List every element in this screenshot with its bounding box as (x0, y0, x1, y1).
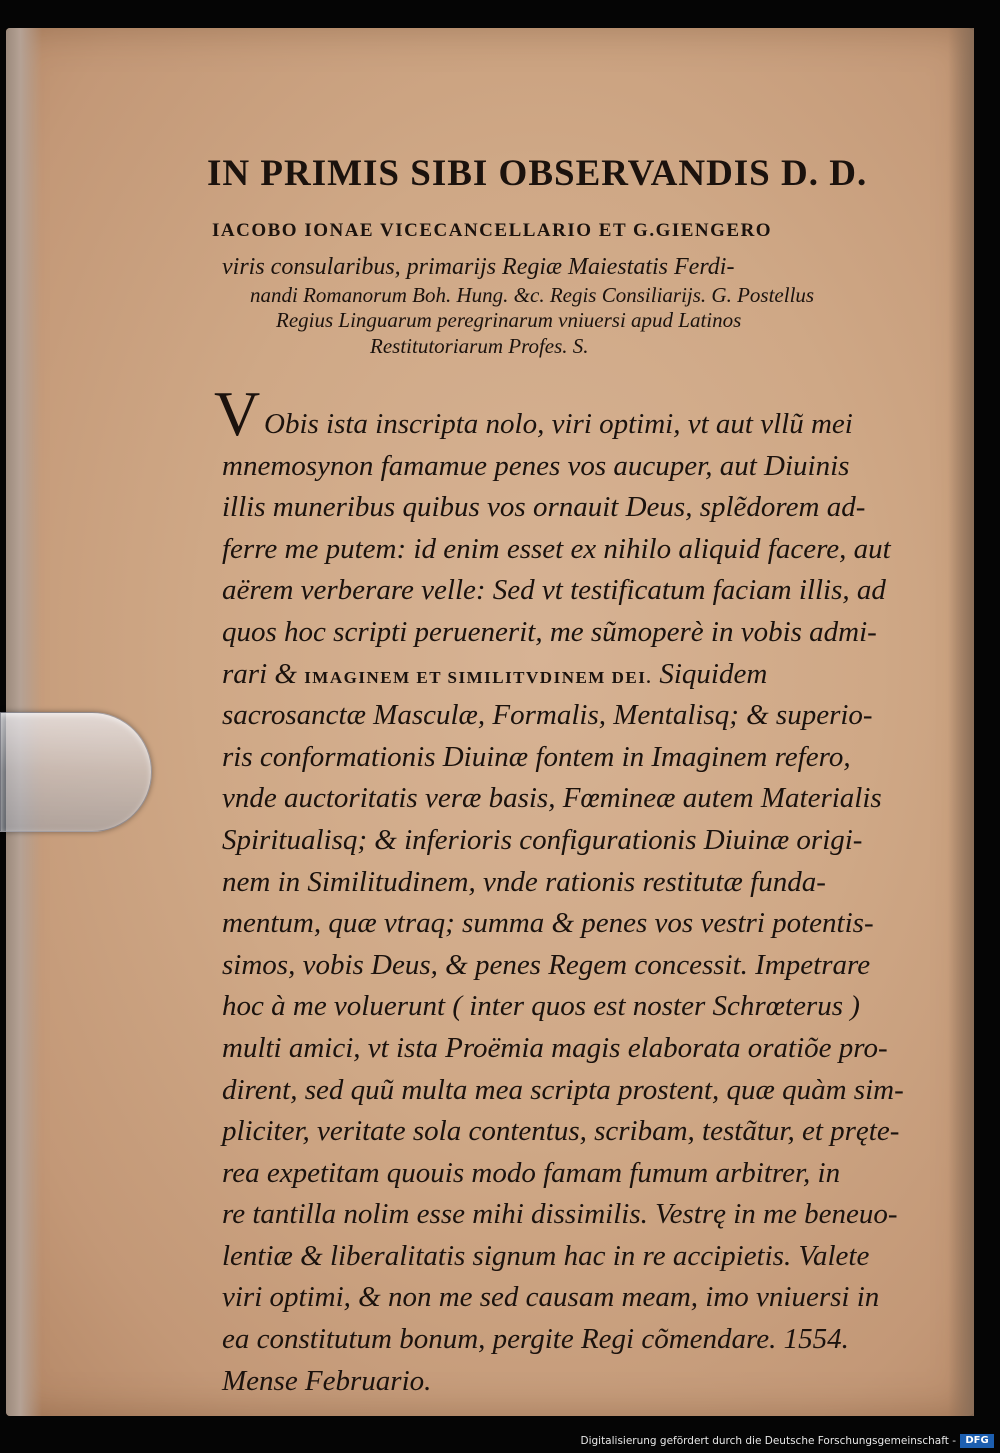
body-line-tail: Siquidem (652, 657, 768, 690)
dedication-line-6: Restitutoriarum Profes. S. (370, 334, 589, 358)
body-line: ea constitutum bonum, pergite Regi cõmendare. 1554. (222, 1323, 849, 1356)
body-line: ferre me putem: id enim esset ex nihilo aliquid facere, aut (222, 532, 891, 565)
dedication-names: IACOBO IONAE VICECANCELLARIO ET G.GIENGERO (212, 220, 773, 241)
body-line: pliciter, veritate sola contentus, scribam, testãtur, et pręte- (222, 1115, 900, 1148)
body-line: viri optimi, & non me sed causam meam, imo vniuersi in (222, 1281, 880, 1314)
plastic-page-clip (0, 712, 152, 832)
body-line: ris conformationis Diuinæ fontem in Imaginem refero, (222, 740, 851, 773)
dfg-logo: DFG (960, 1434, 994, 1448)
page-edge-right (948, 28, 974, 1416)
dedication-line-3: viris consularibus, primarijs Regiæ Maiestatis Ferdi- (222, 254, 735, 280)
body-line: Spiritualisq; & inferioris configurationis Diuinæ origi- (222, 823, 863, 856)
body-line: nem in Similitudinem, vnde rationis restitutæ funda- (222, 865, 826, 898)
dedication-line-4: nandi Romanorum Boh. Hung. &c. Regis Consiliarijs. G. Postellus (250, 283, 815, 307)
drop-cap: V (214, 378, 261, 449)
caps-phrase: IMAGINEM ET SIMILITVDINEM DEI. (304, 667, 653, 687)
dedication-heading: IN PRIMIS SIBI OBSERVANDIS D. D. (207, 153, 868, 194)
body-line: Obis ista inscripta nolo, viri optimi, vt aut vllũ mei (264, 408, 853, 440)
dedication-line-5: Regius Linguarum peregrinarum vniuersi apud Latinos (276, 308, 742, 332)
body-line: Mense Februario. (222, 1364, 432, 1397)
body-line: illis muneribus quibus vos ornauit Deus, splẽdorem ad- (222, 491, 866, 524)
body-line: sacrosanctæ Masculæ, Formalis, Mentalisq; & superio- (222, 699, 873, 732)
body-line: lentiæ & liberalitatis signum hac in re accipietis. Valete (222, 1239, 870, 1272)
body-line: rea expetitam quouis modo famam fumum arbitrer, in (222, 1156, 841, 1189)
body-line-with-caps (222, 654, 922, 696)
body-line: mnemosynon famamue penes vos aucuper, aut Diuinis (222, 449, 850, 482)
body-line: quos hoc scripti peruenerit, me sũmoperè in vobis admi- (222, 615, 877, 648)
body-line: mentum, quæ vtraq; summa & penes vos vestri potentis- (222, 907, 874, 940)
body-line: re tantilla nolim esse mihi dissimilis. Vestrę in me beneuo- (222, 1198, 898, 1231)
body-line: vnde auctoritatis veræ basis, Fœmineæ autem Materialis (222, 782, 882, 815)
funding-credit: Digitalisierung gefördert durch die Deutsche Forschungsgemeinschaft - (580, 1435, 956, 1447)
body-line: dirent, sed quũ multa mea scripta prostent, quæ quàm sim- (222, 1073, 904, 1106)
body-line: simos, vobis Deus, & penes Regem concessit. Impetrare (222, 948, 871, 981)
body-line: multi amici, vt ista Proëmia magis elaborata oratiõe pro- (222, 1031, 888, 1064)
body-line-start: rari & (222, 657, 305, 690)
body-line: hoc à me voluerunt ( inter quos est noster Schrœterus ) (222, 990, 860, 1023)
letter-body (222, 404, 922, 1402)
body-line: aërem verberare velle: Sed vt testificatum faciam illis, ad (222, 574, 886, 607)
